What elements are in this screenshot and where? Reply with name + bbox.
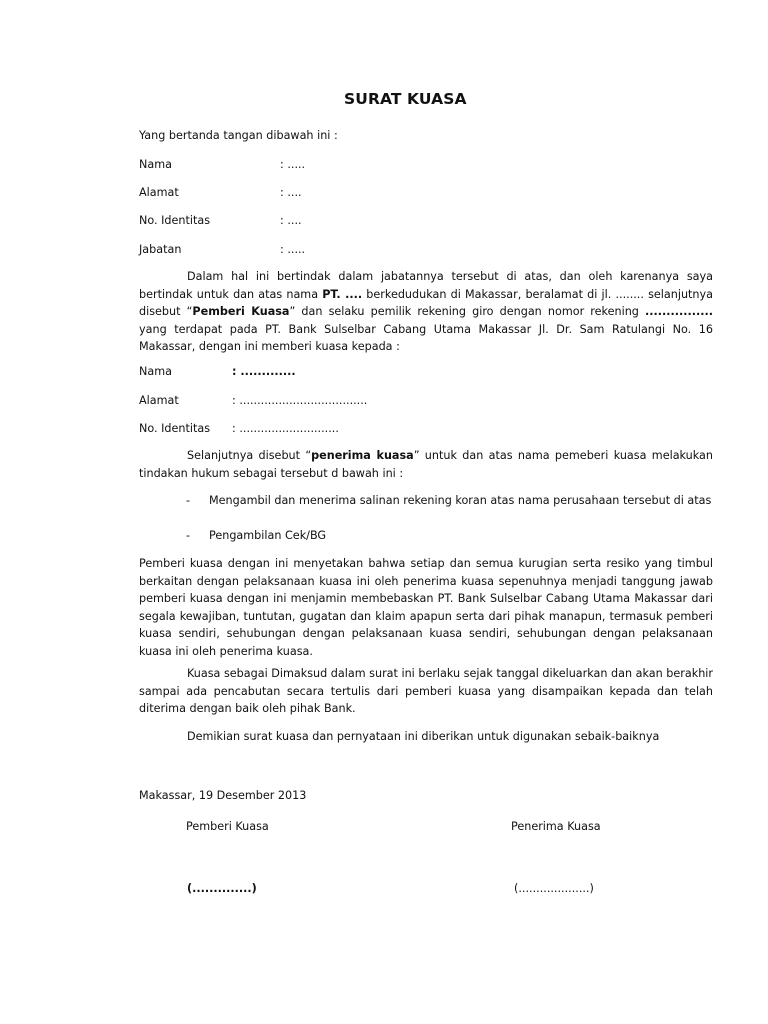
grantor-name-label: Nama [139, 158, 172, 171]
grantee-id-label: No. Identitas [139, 422, 211, 435]
list-bullet: - [186, 494, 191, 507]
grantor-id-value: : .... [280, 214, 302, 227]
grantee-name-value: : ............. [232, 365, 296, 378]
grantee-name-label: Nama [139, 365, 172, 378]
grantee-address-value: : .................................... [232, 394, 368, 407]
grantee-signature-blank: (....................) [514, 882, 594, 895]
grantor-name-value: : ..... [280, 158, 306, 171]
list-bullet: - [186, 529, 191, 542]
place-date: Makassar, 19 Desember 2013 [139, 789, 307, 802]
list-item: Mengambil dan menerima salinan rekening koran atas nama perusahaan tersebut di atas [209, 494, 712, 507]
authorization-paragraph: Dalam hal ini bertindak dalam jabatannya tersebut di atas, dan oleh karenanya saya bertindak untuk dan atas nama PT. .... berkedudukan di Makassar, beralamat di jl. ........ selanjutnya disebut “Pemberi Kuasa” dan selaku pemilik rekening giro dengan nomor rekening ................ yang terdapat pada PT. Bank Sulselbar Cabang Utama Makassar Jl. Dr. Sam Ratulangi No. 16 Makassar, dengan ini memberi kuasa kepada : [139, 270, 714, 353]
closing-statement: Demikian surat kuasa dan pernyataan ini diberikan untuk digunakan sebaik-baiknya [187, 730, 660, 743]
page-title: SURAT KUASA [344, 90, 467, 108]
intro-text: Yang bertanda tangan dibawah ini : [139, 129, 338, 142]
liability-paragraph: Pemberi kuasa dengan ini menyetakan bahwa setiap dan semua kurugian serta resiko yang timbul berkaitan dengan pelaksanaan kuasa ini oleh penerima kuasa sepenuhnya menjadi tanggung jawab pemberi kuasa dengan ini menjamin membebaskan PT. Bank Sulselbar Cabang Utama Makassar dari segala kewajiban, tuntutan, gugatan dan klaim apapun serta dari pihak manapun, termasuk pemberi kuasa sendiri, sehubungan dengan pelaksanaan kuasa sendiri, sehubungan dengan pelaksanaan kuasa ini oleh penerima kuasa. [139, 557, 713, 658]
grantee-signature-label: Penerima Kuasa [511, 820, 601, 833]
grantor-id-label: No. Identitas [139, 214, 211, 227]
grantor-signature-blank: (..............) [187, 882, 257, 895]
list-item: Pengambilan Cek/BG [209, 529, 327, 542]
grantee-designation-paragraph: Selanjutnya disebut “penerima kuasa” untuk dan atas nama pemeberi kuasa melakukan tindakan hukum sebagai tersebut d bawah ini : [139, 449, 713, 480]
validity-paragraph: Kuasa sebagai Dimaksud dalam surat ini berlaku sejak tanggal dikeluarkan dan akan berakhir sampai ada pencabutan secara tertulis dari pemberi kuasa yang disampaikan kepada dan telah diterima dengan baik oleh pihak Bank. [139, 667, 714, 715]
grantor-address-value: : .... [280, 186, 302, 199]
grantor-position-label: Jabatan [139, 243, 182, 256]
grantor-signature-label: Pemberi Kuasa [186, 820, 269, 833]
grantee-id-value: : ............................ [232, 422, 339, 435]
grantor-position-value: : ..... [280, 243, 306, 256]
grantee-address-label: Alamat [139, 394, 179, 407]
grantor-address-label: Alamat [139, 186, 179, 199]
